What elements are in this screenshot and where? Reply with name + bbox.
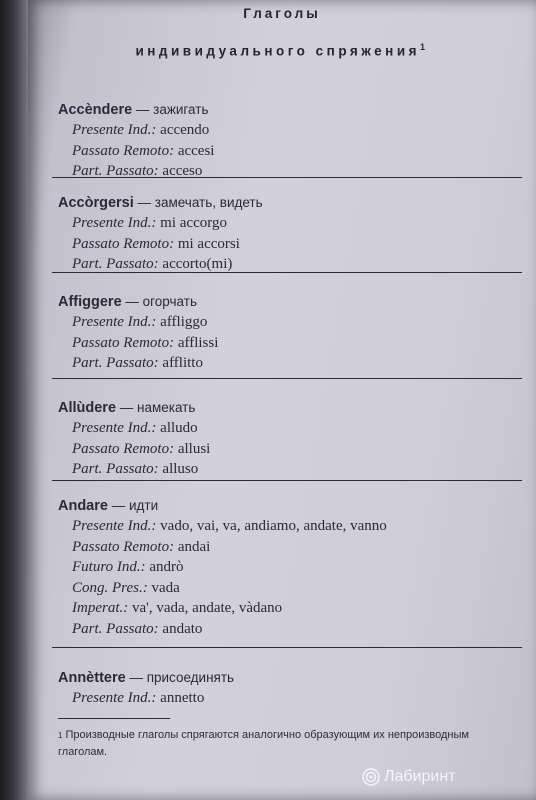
form-label: Part. Passato: [72, 355, 159, 371]
form-row [58, 234, 528, 255]
form-row [58, 598, 528, 619]
entry-head [58, 193, 528, 213]
form-row [58, 333, 528, 354]
labyrinth-logo-icon [362, 768, 380, 786]
form-label: Passato Remoto: [72, 440, 175, 457]
form-row [58, 516, 528, 537]
form-value: alluso [162, 461, 199, 477]
entry-divider [52, 378, 522, 379]
verb-entry-annettere [58, 668, 528, 709]
verb-entry-accorgersi [58, 193, 528, 275]
form-row [58, 619, 528, 640]
form-label: Presente Ind.: [72, 314, 157, 330]
form-value: mi accorsi [177, 235, 240, 252]
footnote-divider [58, 718, 170, 719]
form-value: annetto [160, 690, 205, 706]
book-page [28, 0, 536, 800]
verb-translation: идти [128, 498, 159, 513]
dash: — [111, 498, 126, 513]
entry-head [58, 668, 528, 688]
form-value: acceso [162, 163, 203, 179]
form-row [58, 141, 528, 162]
watermark-text: Лабиринт [384, 768, 456, 785]
form-label: Imperat.: [72, 600, 129, 616]
form-value: andrò [149, 559, 184, 575]
footnote-number: 1 [58, 731, 63, 740]
form-label: Presente Ind.: [72, 690, 157, 706]
form-value: accesi [177, 142, 215, 159]
form-label: Futuro Ind.: [72, 559, 146, 575]
verb-translation: намекать [137, 400, 196, 415]
page-title-line2 [28, 42, 536, 59]
entry-head [58, 292, 528, 312]
form-label: Passato Remoto: [72, 142, 175, 159]
verb-entry-andare [58, 496, 528, 639]
verb-translation: замечать, видеть [154, 195, 263, 210]
form-row [58, 161, 528, 182]
footnote-text: Производные глаголы спрягаются аналогично образующим их непроизводным глаголам. [58, 729, 469, 758]
verb-translation: присоединять [146, 670, 235, 685]
form-value: vado, vai, va, andiamo, andate, vanno [160, 518, 387, 534]
form-row [58, 578, 528, 599]
form-label: Part. Passato: [72, 163, 159, 179]
form-row [58, 213, 528, 234]
form-row [58, 688, 528, 709]
title-footnote-mark: 1 [420, 42, 429, 52]
form-row [58, 418, 528, 439]
form-label: Presente Ind.: [72, 215, 157, 231]
watermark-logo [362, 766, 456, 788]
form-value: accorto(mi) [162, 256, 233, 272]
entry-divider [52, 177, 522, 178]
verb-translation: зажигать [153, 102, 209, 117]
verb-name: Annèttere [58, 670, 126, 686]
form-label: Part. Passato: [72, 620, 159, 637]
form-value: accendo [160, 122, 210, 138]
form-label: Presente Ind.: [72, 420, 157, 436]
form-row [58, 537, 528, 558]
verb-name: Affiggere [58, 294, 122, 310]
form-row [58, 439, 528, 460]
dash: — [137, 195, 152, 210]
verb-name: Andare [58, 498, 108, 514]
form-value: andai [177, 538, 211, 555]
form-value: mi accorgo [160, 215, 227, 231]
entry-head [58, 496, 528, 516]
entry-head [58, 398, 528, 418]
form-value: affliggo [160, 314, 208, 330]
page-title-line2-text: индивидуального спряжения [135, 43, 421, 59]
form-value: alludo [160, 420, 198, 436]
verb-name: Allùdere [58, 400, 117, 416]
form-label: Presente Ind.: [72, 518, 157, 534]
form-label: Passato Remoto: [72, 538, 175, 555]
form-value: afflissi [177, 334, 219, 351]
form-value: allusi [177, 440, 211, 457]
verb-entry-alludere [58, 398, 528, 480]
dash: — [135, 102, 150, 117]
footnote [58, 727, 498, 761]
verb-entry-accendere [58, 100, 528, 182]
verb-name: Accòrgersi [58, 195, 134, 211]
form-value: andato [162, 620, 203, 637]
form-label: Passato Remoto: [72, 334, 175, 351]
verb-translation: огорчать [142, 294, 197, 309]
form-row [58, 459, 528, 480]
entry-head [58, 100, 528, 120]
verb-name: Accèndere [58, 102, 133, 118]
form-value: vada [151, 579, 180, 596]
form-label: Passato Remoto: [72, 235, 175, 252]
form-label: Presente Ind.: [72, 122, 157, 138]
form-label: Part. Passato: [72, 461, 159, 477]
page-title-line1: Глаголы [243, 6, 321, 21]
form-value: afflitto [162, 355, 203, 371]
verb-entry-affiggere [58, 292, 528, 374]
form-label: Part. Passato: [72, 256, 159, 272]
entry-divider [52, 272, 522, 273]
form-row [58, 120, 528, 141]
form-row [58, 353, 528, 374]
dash: — [129, 670, 143, 685]
dash: — [119, 400, 134, 415]
form-row [58, 312, 528, 333]
entry-divider [52, 647, 522, 648]
entry-divider [52, 480, 522, 481]
dash: — [125, 294, 139, 309]
book-binding [0, 0, 30, 800]
form-label: Cong. Pres.: [72, 579, 148, 596]
form-value: va', vada, andate, vàdano [132, 600, 283, 616]
form-row [58, 557, 528, 578]
